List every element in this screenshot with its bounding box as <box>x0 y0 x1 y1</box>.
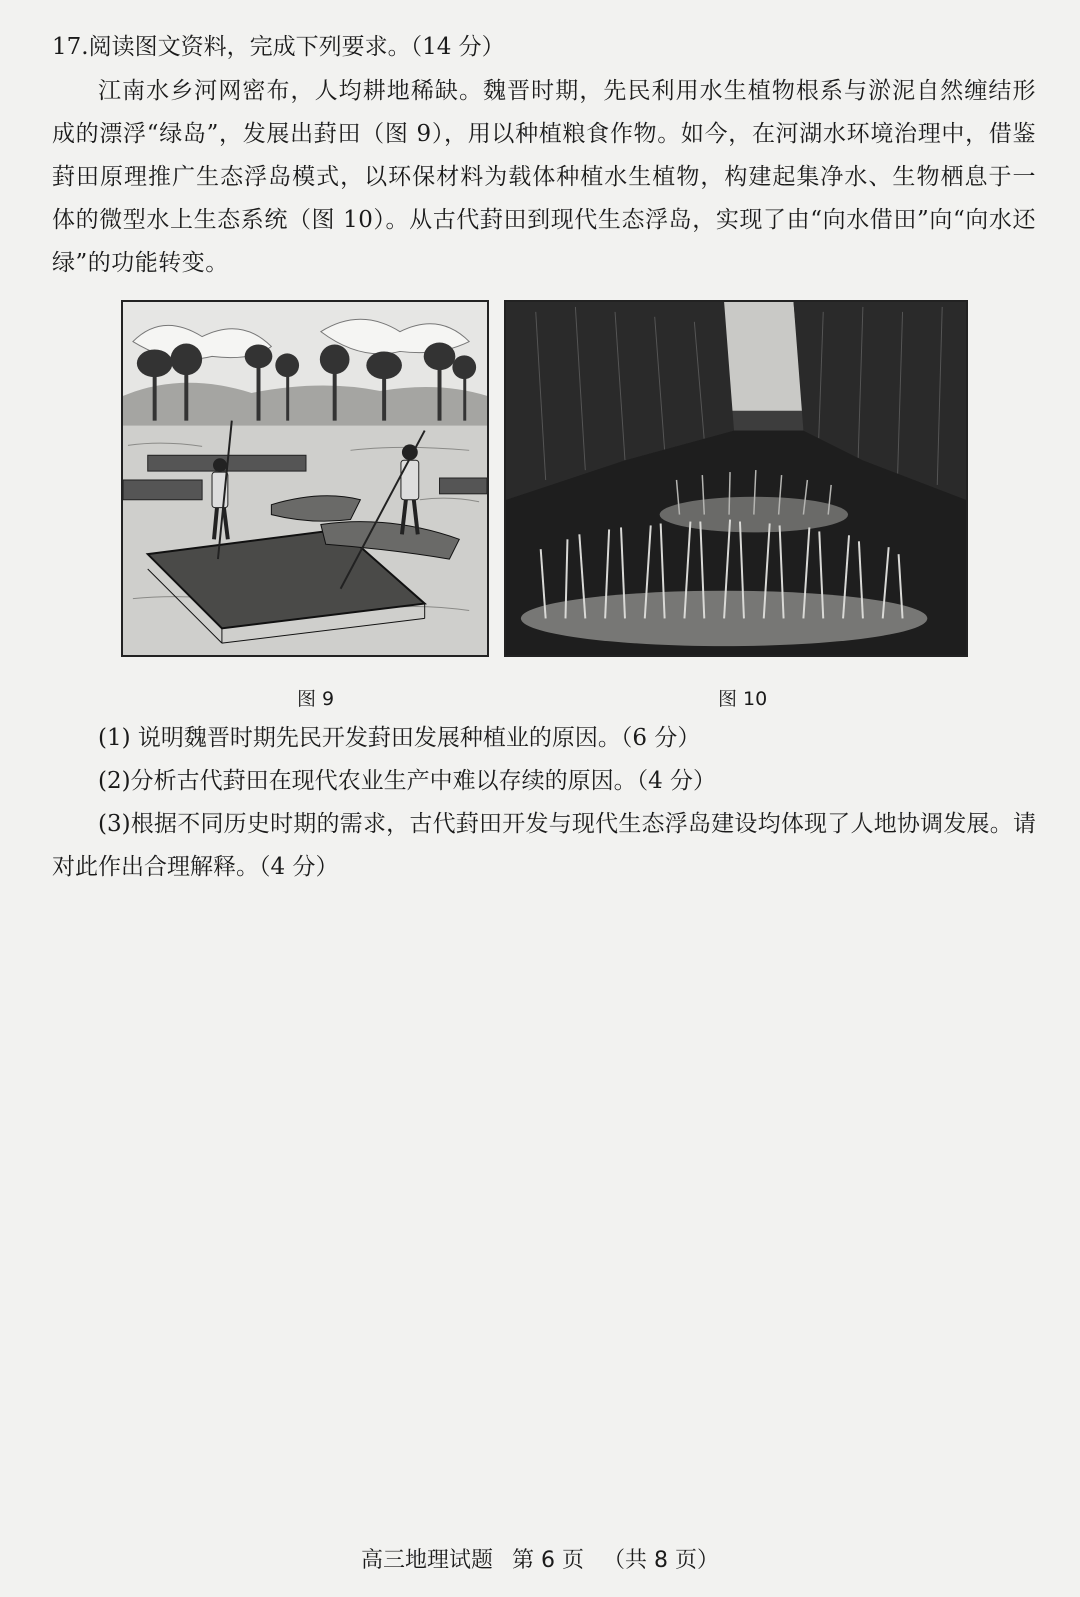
sub-question-3: (3)根据不同历史时期的需求，古代葑田开发与现代生态浮岛建设均体现了人地协调发展。请对此作出合理解释。（4 分） <box>52 811 1036 880</box>
sub-question-1: (1) 说明魏晋时期先民开发葑田发展种植业的原因。（6 分） <box>98 725 701 751</box>
footer-subject: 高三地理试题 <box>361 1548 494 1573</box>
sub-question-2: (2)分析古代葑田在现代农业生产中难以存续的原因。（4 分） <box>98 768 717 794</box>
page-footer <box>0 1543 1080 1574</box>
question-passage: 江南水乡河网密布，人均耕地稀缺。魏晋时期，先民利用水生植物根系与淤泥自然缠结形成的漂浮“绿岛”，发展出葑田（图 9），用以种植粮食作物。如今，在河湖水环境治理中，借鉴葑田原理推广生态浮岛模式，以环保材料为载体种植水生植物，构建起集净水、生物栖息于一体的微型水上生态系统（图 10）。从古代葑田到现代生态浮岛，实现了由“向水借田”向“向水还绿”的功能转变。 <box>52 78 1036 276</box>
figure-9-caption: 图 9 <box>297 688 335 710</box>
figure-9-illustration <box>121 300 489 657</box>
figure-10-caption: 图 10 <box>718 688 768 710</box>
question-title: 17.阅读图文资料，完成下列要求。（14 分） <box>52 34 505 60</box>
footer-total-pages: （共 8 页） <box>603 1548 719 1573</box>
figure-10-photo <box>504 300 968 657</box>
footer-page-number: 第 6 页 <box>512 1548 584 1573</box>
